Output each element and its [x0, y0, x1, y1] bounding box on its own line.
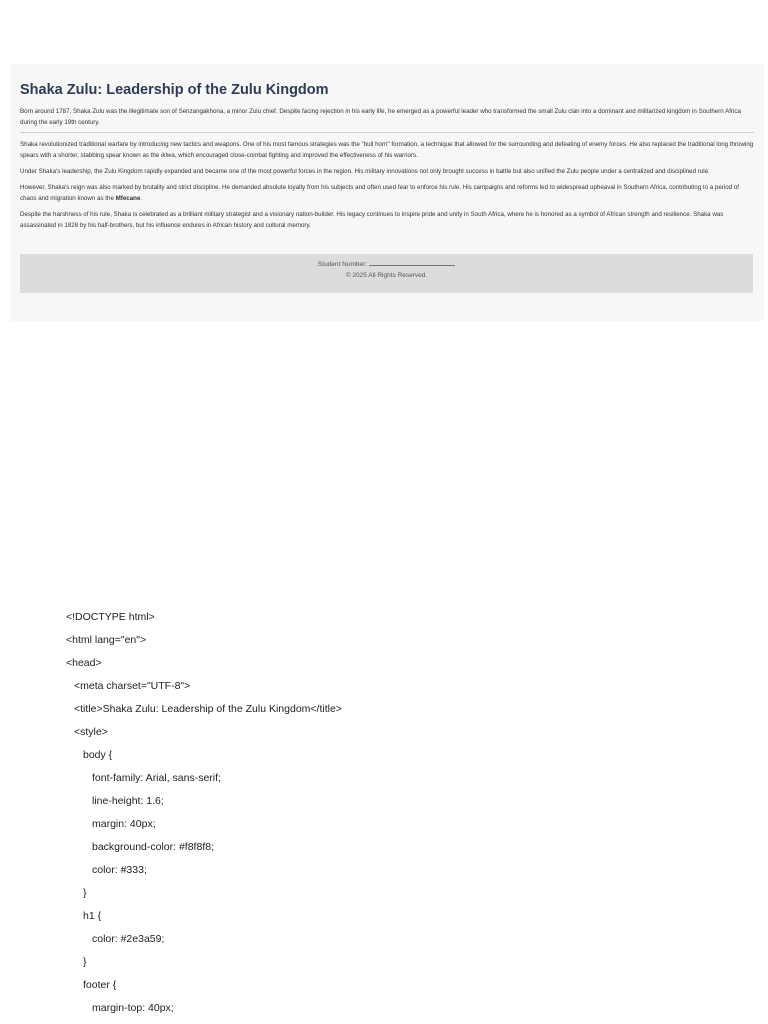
copyright-text: © 2025 All Rights Reserved. [345, 272, 428, 279]
code-line: h1 { [83, 910, 102, 922]
paragraph-leadership: Under Shaka's leadership, the Zulu Kingdom rapidly expanded and became one of the most powerful forces in the region. His military innovations not only brought success in battle but also unified the Zulu people under a centralized and disciplined rule. [20, 168, 710, 175]
rendered-preview [10, 64, 764, 321]
code-line: line-height: 1.6; [92, 795, 164, 807]
code-line: margin: 40px; [92, 818, 156, 830]
paragraph-reign-text: However, Shaka's reign was also marked by brutality and strict discipline. He demanded absolute loyalty from his subjects and often used fear to enforce his rule. His campaigns and reforms led to widespread upheaval in Southern Africa, contributing to a period of chaos and migration known as the [20, 184, 739, 202]
code-line: <html lang="en"> [66, 634, 147, 646]
paragraph-reign-end: . [140, 195, 143, 202]
code-line: body { [83, 749, 113, 761]
code-line: color: #333; [92, 864, 147, 876]
code-line: color: #2e3a59; [92, 933, 165, 945]
paragraph-warfare-text: Shaka revolutionized traditional warfare by introducing new tactics and weapons. One of his most famous strategies was the "bull horn" formation, a technique that allowed for the surrounding and defeating of enemy forces. He also replaced the traditional long throwing spears with a shorter, stabbing spear known as the [20, 141, 754, 159]
student-number-line [20, 259, 753, 270]
code-line: <title>Shaka Zulu: Leadership of the Zulu Kingdom</title> [74, 703, 342, 715]
paragraph-warfare [20, 139, 754, 161]
mfecane-term: Mfecane [115, 195, 141, 202]
code-line: background-color: #f8f8f8; [92, 841, 214, 853]
paragraph-warfare-end: , which encouraged close-combat fighting and improved the effectiveness of his warriors. [174, 152, 418, 159]
code-line: font-family: Arial, sans-serif; [92, 772, 221, 784]
iklwa-term: iklwa [161, 152, 175, 159]
source-code-listing [66, 606, 746, 1020]
intro-paragraph: Born around 1787, Shaka Zulu was the illegitimate son of Senzangakhona, a minor Zulu chief. Despite facing rejection in his early life, he emerged as a powerful leader who transformed the small Zulu clan into a dominant and militarized kingdom in Southern Africa during the early 19th century. [20, 108, 741, 126]
paragraph-legacy: Despite the harshness of his rule, Shaka is celebrated as a brilliant military strategist and a visionary nation-builder. His legacy continues to inspire pride and unity in South Africa, where he is honored as a symbol of African strength and resilience. Shaka was assassinated in 1828 by his half-brothers, but his influence endures in African history and cultural memory. [20, 211, 724, 229]
code-line: footer { [83, 979, 117, 991]
code-line: <style> [74, 726, 108, 738]
divider [20, 132, 754, 133]
paragraph-reign [20, 182, 754, 204]
code-line: margin-top: 40px; [92, 1002, 174, 1014]
student-number-label: Student Number: [317, 261, 368, 268]
code-line: <!DOCTYPE html> [66, 611, 155, 623]
page-title: Shaka Zulu: Leadership of the Zulu Kingdom [20, 82, 329, 98]
student-number-blank[interactable] [369, 265, 455, 266]
code-line: <meta charset="UTF-8"> [74, 680, 191, 692]
code-line: <head> [66, 657, 102, 669]
page-footer [20, 254, 753, 293]
code-line: } [83, 887, 87, 899]
code-line: } [83, 956, 87, 968]
